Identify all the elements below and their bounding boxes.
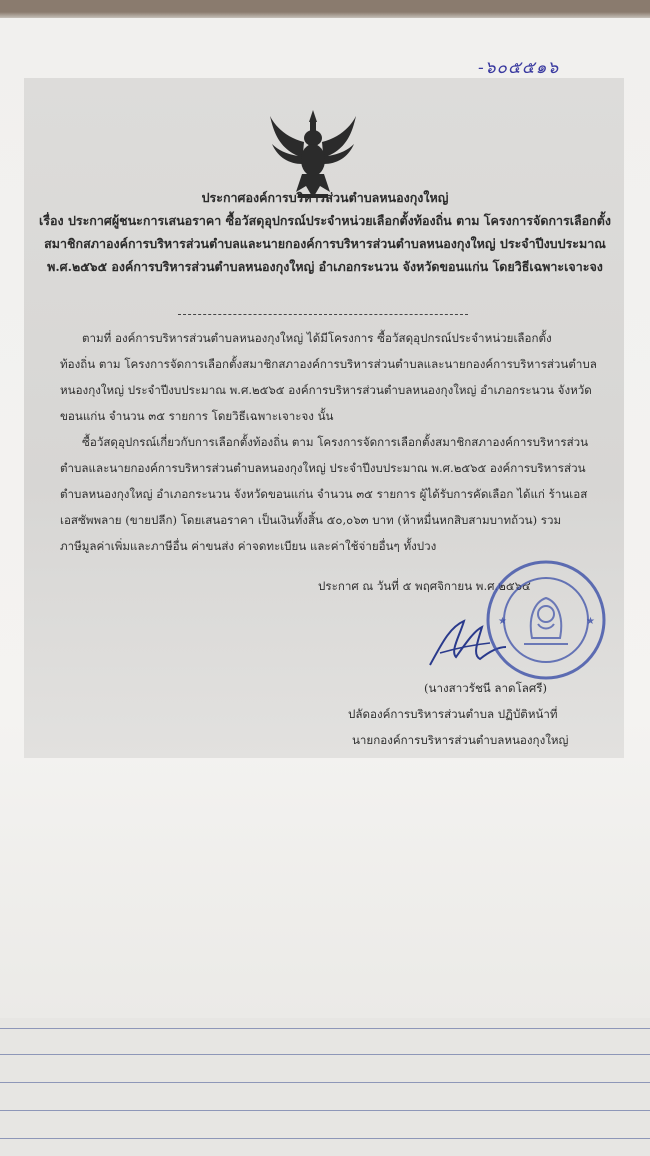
signer-position-1: ปลัดองค์การบริหารส่วนตำบล ปฏิบัติหน้าที่ <box>348 707 558 721</box>
svg-text:★: ★ <box>498 616 507 627</box>
paragraph2-line: ตำบลและนายกองค์การบริหารส่วนตำบลหนองกุงใหญ่ ประจำปีงบประมาณ พ.ศ.๒๕๖๕ องค์การบริหารส่วน <box>60 461 586 475</box>
ruled-line <box>0 1138 650 1139</box>
paragraph2-line: เอสซัพพลาย (ขายปลีก) โดยเสนอราคา เป็นเงินทั้งสิ้น ๕๐,๐๖๓ บาท (ห้าหมื่นหกสิบสามบาทถ้วน) รวม <box>60 513 562 527</box>
lined-paper-underneath <box>0 1018 650 1156</box>
paragraph2-line: ซื้อวัสดุอุปกรณ์เกี่ยวกับการเลือกตั้งท้องถิ่น ตาม โครงการจัดการเลือกตั้งสมาชิกสภาองค์การบริหารส่วน <box>82 435 589 449</box>
announce-date: ประกาศ ณ วันที่ ๕ พฤศจิกายน พ.ศ.๒๕๖๔ <box>318 579 531 593</box>
paragraph1-line: หนองกุงใหญ่ ประจำปีงบประมาณ พ.ศ.๒๕๖๕ องค์การบริหารส่วนตำบลหนองกุงใหญ่ อำเภอกระนวน จังหวัด <box>60 383 592 397</box>
ruled-line <box>0 1054 650 1055</box>
subject-line-2: สมาชิกสภาองค์การบริหารส่วนตำบลและนายกองค์การบริหารส่วนตำบลหนองกุงใหญ่ ประจำปีงบประมาณ <box>44 236 606 251</box>
ruled-line <box>0 1028 650 1029</box>
subject-line-3: พ.ศ.๒๕๖๕ องค์การบริหารส่วนตำบลหนองกุงใหญ่ อำเภอกระนวน จังหวัดขอนแก่น โดยวิธีเฉพาะเจาะจง <box>47 259 603 274</box>
ruled-line <box>0 1110 650 1111</box>
paragraph1-line: ตามที่ องค์การบริหารส่วนตำบลหนองกุงใหญ่ ได้มีโครงการ ซื้อวัสดุอุปกรณ์ประจำหน่วยเลือกตั้ง <box>82 331 552 345</box>
paragraph2-line: ตำบลหนองกุงใหญ่ อำเภอกระนวน จังหวัดขอนแก่น จำนวน ๓๕ รายการ ผู้ได้รับการคัดเลือก ได้แก่ ร้านเอส <box>60 487 588 501</box>
handwritten-note: -๖๐๕๕๑๖ <box>478 58 560 78</box>
svg-text:★: ★ <box>586 616 595 627</box>
ruled-line <box>0 1082 650 1083</box>
paragraph1-line: ท้องถิ่น ตาม โครงการจัดการเลือกตั้งสมาชิกสภาองค์การบริหารส่วนตำบลและนายกองค์การบริหารส่วนตำบล <box>60 357 597 371</box>
document-page <box>0 18 650 1018</box>
announcement-title: ประกาศองค์การบริหารส่วนตำบลหนองกุงใหญ่ <box>201 190 449 205</box>
subject-line-1: เรื่อง ประกาศผู้ชนะการเสนอราคา ซื้อวัสดุอุปกรณ์ประจำหน่วยเลือกตั้งท้องถิ่น ตาม โครงการจัดการเลือกตั้ง <box>39 213 611 228</box>
signer-position-2: นายกองค์การบริหารส่วนตำบลหนองกุงใหญ่ <box>352 733 569 747</box>
separator-dashes <box>178 314 468 315</box>
signer-name: (นางสาวรัชนี ลาดโลศรี) <box>424 681 548 695</box>
paragraph1-line: ขอนแก่น จำนวน ๓๕ รายการ โดยวิธีเฉพาะเจาะจง นั้น <box>60 409 334 423</box>
paragraph2-line: ภาษีมูลค่าเพิ่มและภาษีอื่น ค่าขนส่ง ค่าจดทะเบียน และค่าใช้จ่ายอื่นๆ ทั้งปวง <box>60 539 437 553</box>
official-seal-stamp <box>484 558 608 682</box>
